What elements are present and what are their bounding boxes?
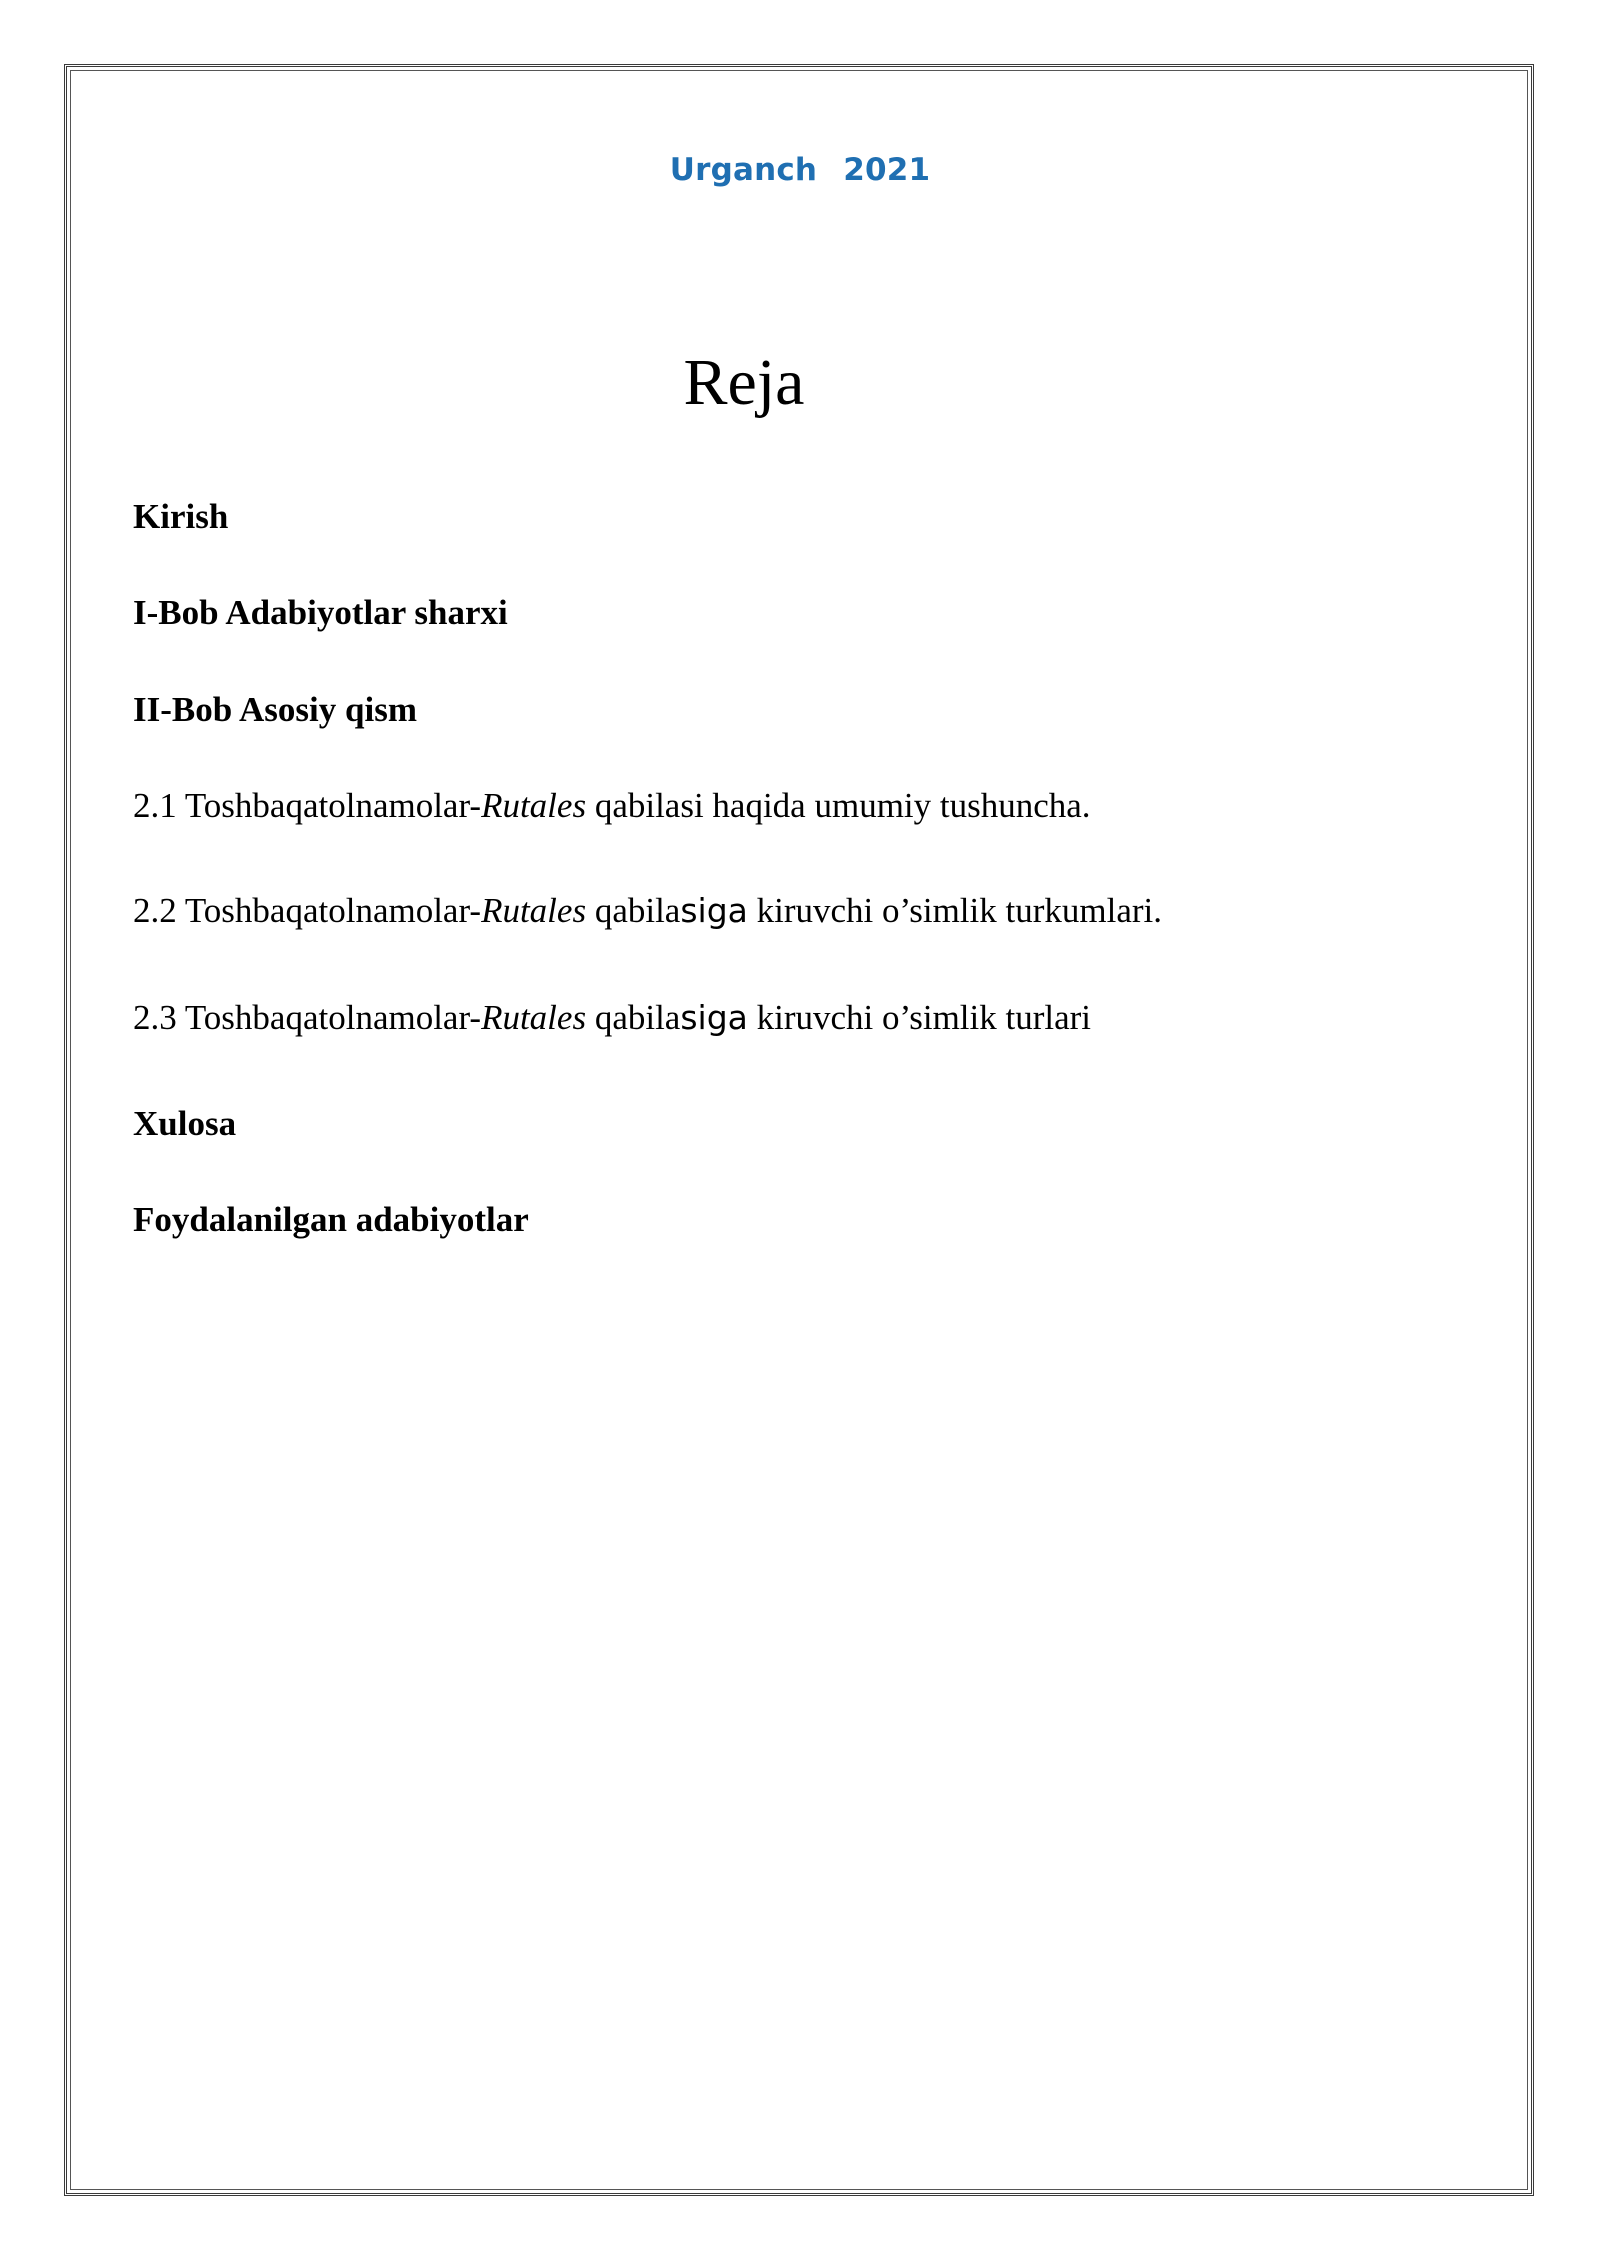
header-year: 2021 xyxy=(843,152,931,188)
toc-chapter-1: I-Bob Adabiyotlar sharxi xyxy=(133,593,508,632)
toc-section-2-2 xyxy=(133,891,1162,931)
section-suffix: siga xyxy=(680,998,748,1037)
section-number: 2.3 xyxy=(133,998,177,1037)
toc-references: Foydalanilgan adabiyotlar xyxy=(133,1200,529,1239)
section-number: 2.1 xyxy=(133,786,177,825)
header-city: Urganch xyxy=(669,152,818,188)
section-prefix: Toshbaqatolnamolar- xyxy=(184,786,482,825)
section-mid: qabila xyxy=(586,998,681,1037)
section-mid: qabila xyxy=(586,891,681,930)
toc-kirish: Kirish xyxy=(133,497,229,536)
section-latin-name: Rutales xyxy=(481,998,587,1037)
page-title: Reja xyxy=(683,346,805,419)
section-prefix: Toshbaqatolnamolar- xyxy=(184,998,482,1037)
section-latin-name: Rutales xyxy=(481,891,587,930)
section-number: 2.2 xyxy=(133,891,177,930)
section-rest: kiruvchi o’simlik turlari xyxy=(747,998,1092,1037)
toc-section-2-1 xyxy=(133,786,1091,826)
section-latin-name: Rutales xyxy=(481,786,587,825)
header-city-year xyxy=(0,152,1600,188)
toc-chapter-2: II-Bob Asosiy qism xyxy=(133,690,417,729)
toc-section-2-3 xyxy=(133,998,1091,1038)
section-prefix: Toshbaqatolnamolar- xyxy=(184,891,482,930)
section-rest: kiruvchi o’simlik turkumlari. xyxy=(747,891,1162,930)
toc-xulosa: Xulosa xyxy=(133,1104,237,1143)
section-suffix: siga xyxy=(680,891,748,930)
section-rest: qabilasi haqida umumiy tushuncha. xyxy=(586,786,1091,825)
